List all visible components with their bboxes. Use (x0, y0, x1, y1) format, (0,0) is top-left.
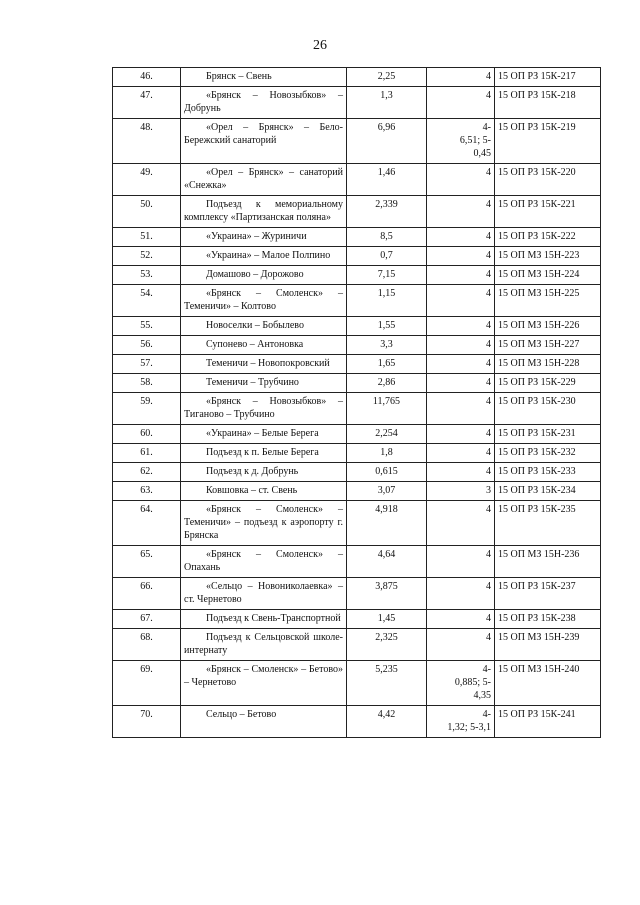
road-code-cell: 15 ОП МЗ 15Н-223 (495, 247, 601, 266)
road-code-cell: 15 ОП РЗ 15К-229 (495, 374, 601, 393)
road-name-cell: Домашово – Дорожово (181, 266, 347, 285)
row-number-cell: 66. (113, 578, 181, 610)
road-category-line: 4 (486, 632, 491, 643)
road-category-cell (427, 119, 495, 164)
table-row (113, 119, 601, 164)
road-category-line: 4- (482, 709, 491, 720)
row-number-cell: 46. (113, 68, 181, 87)
row-number-cell: 54. (113, 285, 181, 317)
row-number-cell: 59. (113, 393, 181, 425)
road-name-cell: «Украина» – Журиничи (181, 228, 347, 247)
table-row (113, 228, 601, 247)
row-number-cell: 69. (113, 661, 181, 706)
road-category-cell (427, 661, 495, 706)
road-length-cell: 3,3 (347, 336, 427, 355)
road-length-cell: 1,55 (347, 317, 427, 336)
road-name-cell: «Украина» – Малое Полпино (181, 247, 347, 266)
road-category-cell (427, 393, 495, 425)
row-number-cell: 67. (113, 610, 181, 629)
table-row (113, 393, 601, 425)
road-length-cell: 2,254 (347, 425, 427, 444)
road-code-cell: 15 ОП МЗ 15Н-224 (495, 266, 601, 285)
road-category-cell (427, 425, 495, 444)
row-number-cell: 52. (113, 247, 181, 266)
row-number-cell: 61. (113, 444, 181, 463)
road-name-cell: «Орел – Брянск» – Бело-Бережский санаторий (181, 119, 347, 164)
road-category-line: 4 (486, 269, 491, 280)
road-category-line: 0,45 (473, 148, 491, 159)
road-category-line: 0,885; 5- (454, 677, 491, 688)
road-category-cell (427, 374, 495, 393)
road-category-cell (427, 355, 495, 374)
table-row (113, 317, 601, 336)
road-name-cell: «Орел – Брянск» – санаторий «Снежка» (181, 164, 347, 196)
road-name-cell: Ковшовка – ст. Свень (181, 482, 347, 501)
table-row (113, 661, 601, 706)
road-code-cell: 15 ОП РЗ 15К-234 (495, 482, 601, 501)
road-name-cell: Брянск – Свень (181, 68, 347, 87)
road-category-line: 4 (486, 613, 491, 624)
road-category-cell (427, 247, 495, 266)
road-code-cell: 15 ОП РЗ 15К-219 (495, 119, 601, 164)
row-number-cell: 50. (113, 196, 181, 228)
table-row (113, 247, 601, 266)
road-category-cell (427, 482, 495, 501)
road-name-cell: Подъезд к д. Добрунь (181, 463, 347, 482)
road-category-cell (427, 444, 495, 463)
road-code-cell: 15 ОП РЗ 15К-220 (495, 164, 601, 196)
table-row (113, 501, 601, 546)
road-category-line: 1,32; 5-3,1 (447, 722, 491, 733)
road-name-cell: Подъезд к Свень-Транспортной (181, 610, 347, 629)
road-category-line: 4 (486, 396, 491, 407)
row-number-cell: 53. (113, 266, 181, 285)
road-length-cell: 8,5 (347, 228, 427, 247)
road-name-cell: Подъезд к мемориальному комплексу «Партизанская поляна» (181, 196, 347, 228)
road-code-cell: 15 ОП РЗ 15К-231 (495, 425, 601, 444)
road-length-cell: 2,25 (347, 68, 427, 87)
road-code-cell: 15 ОП РЗ 15К-233 (495, 463, 601, 482)
table-row (113, 444, 601, 463)
row-number-cell: 58. (113, 374, 181, 393)
table-row (113, 374, 601, 393)
table-row (113, 610, 601, 629)
road-name-cell: «Брянск – Смоленск» – Бетово» – Чернетово (181, 661, 347, 706)
row-number-cell: 48. (113, 119, 181, 164)
table-row (113, 546, 601, 578)
road-length-cell: 1,15 (347, 285, 427, 317)
road-category-line: 4 (486, 320, 491, 331)
row-number-cell: 55. (113, 317, 181, 336)
road-code-cell: 15 ОП РЗ 15К-237 (495, 578, 601, 610)
road-category-line: 4 (486, 71, 491, 82)
road-category-cell (427, 610, 495, 629)
table-row (113, 706, 601, 738)
road-code-cell: 15 ОП РЗ 15К-218 (495, 87, 601, 119)
row-number-cell: 68. (113, 629, 181, 661)
road-category-cell (427, 546, 495, 578)
road-length-cell: 2,325 (347, 629, 427, 661)
road-name-cell: «Брянск – Новозыбков» – Тиганово – Трубчино (181, 393, 347, 425)
row-number-cell: 62. (113, 463, 181, 482)
road-category-cell (427, 266, 495, 285)
table-row (113, 629, 601, 661)
road-category-line: 4 (486, 339, 491, 350)
road-category-cell (427, 228, 495, 247)
road-length-cell: 5,235 (347, 661, 427, 706)
row-number-cell: 57. (113, 355, 181, 374)
road-name-cell: «Сельцо – Новониколаевка» – ст. Чернетово (181, 578, 347, 610)
table-row (113, 425, 601, 444)
table-row (113, 463, 601, 482)
road-length-cell: 1,3 (347, 87, 427, 119)
road-name-cell: Супонево – Антоновка (181, 336, 347, 355)
table-row (113, 578, 601, 610)
road-category-line: 4 (486, 549, 491, 560)
road-code-cell: 15 ОП РЗ 15К-238 (495, 610, 601, 629)
road-name-cell: Новоселки – Бобылево (181, 317, 347, 336)
road-code-cell: 15 ОП МЗ 15Н-225 (495, 285, 601, 317)
road-length-cell: 2,339 (347, 196, 427, 228)
road-length-cell: 2,86 (347, 374, 427, 393)
road-length-cell: 11,765 (347, 393, 427, 425)
table-row (113, 266, 601, 285)
road-category-line: 4 (486, 250, 491, 261)
road-name-cell: Теменичи – Новопокровский (181, 355, 347, 374)
road-code-cell: 15 ОП РЗ 15К-221 (495, 196, 601, 228)
table-row (113, 336, 601, 355)
road-category-line: 3 (486, 485, 491, 496)
road-code-cell: 15 ОП МЗ 15Н-239 (495, 629, 601, 661)
road-code-cell: 15 ОП РЗ 15К-235 (495, 501, 601, 546)
road-category-cell (427, 164, 495, 196)
road-length-cell: 0,615 (347, 463, 427, 482)
road-length-cell: 1,46 (347, 164, 427, 196)
road-category-line: 4 (486, 377, 491, 388)
road-category-cell (427, 87, 495, 119)
row-number-cell: 60. (113, 425, 181, 444)
table-row (113, 355, 601, 374)
road-length-cell: 1,65 (347, 355, 427, 374)
table-row (113, 68, 601, 87)
road-category-line: 4 (486, 358, 491, 369)
road-code-cell: 15 ОП РЗ 15К-222 (495, 228, 601, 247)
road-length-cell: 4,42 (347, 706, 427, 738)
road-length-cell: 0,7 (347, 247, 427, 266)
road-length-cell: 6,96 (347, 119, 427, 164)
road-code-cell: 15 ОП РЗ 15К-217 (495, 68, 601, 87)
road-category-cell (427, 317, 495, 336)
road-category-cell (427, 706, 495, 738)
road-length-cell: 3,07 (347, 482, 427, 501)
road-name-cell: «Брянск – Смоленск» – Теменичи» – подъезд к аэропорту г. Брянска (181, 501, 347, 546)
road-code-cell: 15 ОП МЗ 15Н-240 (495, 661, 601, 706)
road-category-cell (427, 68, 495, 87)
road-category-cell (427, 285, 495, 317)
road-category-line: 4 (486, 231, 491, 242)
roads-table-body (113, 68, 601, 738)
road-category-line: 4 (486, 90, 491, 101)
road-code-cell: 15 ОП РЗ 15К-232 (495, 444, 601, 463)
road-category-cell (427, 501, 495, 546)
road-category-cell (427, 196, 495, 228)
road-name-cell: «Брянск – Смоленск» – Опахань (181, 546, 347, 578)
row-number-cell: 56. (113, 336, 181, 355)
road-category-line: 4 (486, 447, 491, 458)
table-row (113, 482, 601, 501)
road-name-cell: «Украина» – Белые Берега (181, 425, 347, 444)
road-category-line: 4 (486, 428, 491, 439)
road-code-cell: 15 ОП МЗ 15Н-236 (495, 546, 601, 578)
road-category-line: 4 (486, 504, 491, 515)
row-number-cell: 47. (113, 87, 181, 119)
road-category-cell (427, 629, 495, 661)
road-category-line: 4- (482, 664, 491, 675)
table-row (113, 285, 601, 317)
road-category-cell (427, 336, 495, 355)
roads-table (112, 67, 601, 738)
road-category-cell (427, 463, 495, 482)
row-number-cell: 49. (113, 164, 181, 196)
road-category-line: 4,35 (473, 690, 491, 701)
row-number-cell: 65. (113, 546, 181, 578)
road-name-cell: Сельцо – Бетово (181, 706, 347, 738)
road-name-cell: «Брянск – Новозыбков» – Добрунь (181, 87, 347, 119)
road-code-cell: 15 ОП МЗ 15Н-226 (495, 317, 601, 336)
road-category-line: 4 (486, 466, 491, 477)
road-length-cell: 1,8 (347, 444, 427, 463)
road-code-cell: 15 ОП МЗ 15Н-227 (495, 336, 601, 355)
table-row (113, 196, 601, 228)
road-length-cell: 4,64 (347, 546, 427, 578)
page-number: 26 (313, 38, 327, 53)
road-category-cell (427, 578, 495, 610)
road-code-cell: 15 ОП РЗ 15К-230 (495, 393, 601, 425)
road-name-cell: Подъезд к Сельцовской школе-интернату (181, 629, 347, 661)
road-name-cell: «Брянск – Смоленск» – Теменичи» – Колтово (181, 285, 347, 317)
road-category-line: 4- (482, 122, 491, 133)
road-code-cell: 15 ОП МЗ 15Н-228 (495, 355, 601, 374)
road-category-line: 4 (486, 581, 491, 592)
road-category-line: 4 (486, 167, 491, 178)
table-row (113, 87, 601, 119)
road-code-cell: 15 ОП РЗ 15К-241 (495, 706, 601, 738)
road-category-line: 6,51; 5- (459, 135, 491, 146)
road-length-cell: 3,875 (347, 578, 427, 610)
row-number-cell: 51. (113, 228, 181, 247)
row-number-cell: 63. (113, 482, 181, 501)
road-length-cell: 7,15 (347, 266, 427, 285)
road-length-cell: 1,45 (347, 610, 427, 629)
road-name-cell: Теменичи – Трубчино (181, 374, 347, 393)
road-length-cell: 4,918 (347, 501, 427, 546)
road-category-line: 4 (486, 199, 491, 210)
road-category-line: 4 (486, 288, 491, 299)
row-number-cell: 64. (113, 501, 181, 546)
road-name-cell: Подъезд к п. Белые Берега (181, 444, 347, 463)
table-row (113, 164, 601, 196)
row-number-cell: 70. (113, 706, 181, 738)
